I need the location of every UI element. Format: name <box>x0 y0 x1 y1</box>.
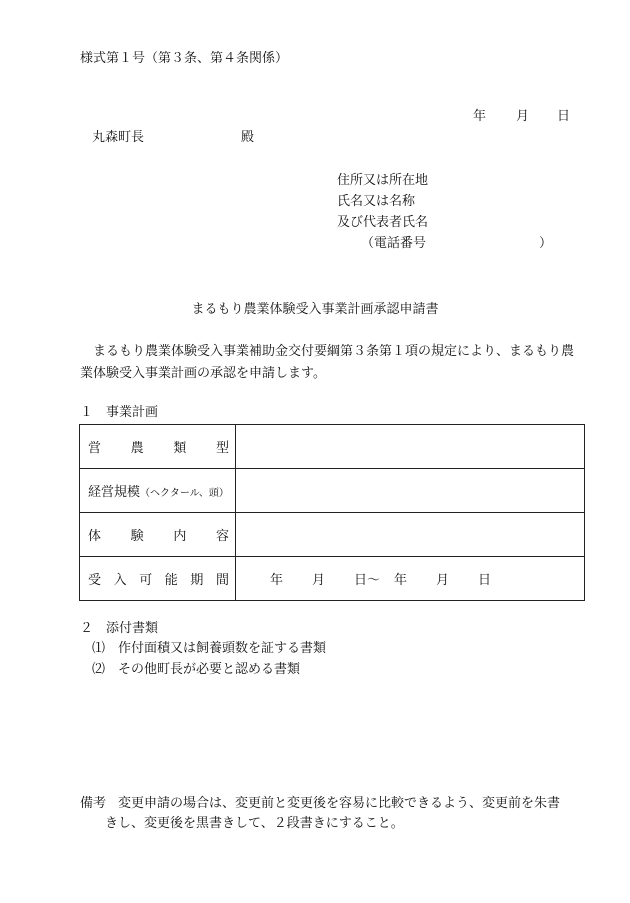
label-main: 経営規模 <box>88 485 141 500</box>
table-row <box>80 425 585 469</box>
row-label-acceptance-period <box>80 557 236 601</box>
remarks-line-2: きし、変更後を黒書きして、２段書きにすること。 <box>105 816 404 831</box>
label-char: 類 <box>173 441 187 456</box>
applicant-phone-label: （電話番号 <box>361 236 427 251</box>
business-plan-table <box>79 424 585 601</box>
date-year-label: 年 <box>473 109 487 124</box>
attachment-item: ⑵ その他町長が必要と認める書類 <box>92 662 301 677</box>
table-row <box>80 469 585 513</box>
document-title: まるもり農業体験受入事業計画承認申請書 <box>191 302 439 317</box>
date-month-label: 月 <box>516 109 530 124</box>
date-day-label: 日 <box>557 109 571 124</box>
label-char: 間 <box>215 573 229 588</box>
row-label-management-scale <box>80 469 236 513</box>
applicant-address-label: 住所又は所在地 <box>337 173 429 188</box>
label-char: 体 <box>88 529 102 544</box>
applicant-phone-close: ） <box>539 236 553 251</box>
attachment-item: ⑴ 作付面積又は飼養頭数を証する書類 <box>92 641 327 656</box>
remarks-label: 備考 <box>80 796 107 811</box>
section-2-heading: ２ 添付書類 <box>80 621 159 636</box>
management-scale-value[interactable] <box>236 469 585 513</box>
section-1-heading: １ 事業計画 <box>80 405 159 420</box>
table-row <box>80 557 585 601</box>
label-char: 期 <box>190 573 204 588</box>
form-number: 様式第１号（第３条、第４条関係） <box>80 51 289 66</box>
period-month-end: 月 <box>436 573 450 588</box>
acceptance-period-value[interactable] <box>236 557 585 601</box>
applicant-name-label: 氏名又は名称 <box>337 194 416 209</box>
label-char: 能 <box>164 573 178 588</box>
label-char: 可 <box>139 573 153 588</box>
remarks-line-1: 変更申請の場合は、変更前と変更後を容易に比較できるよう、変更前を朱書 <box>118 796 561 811</box>
label-char: 容 <box>215 529 229 544</box>
period-day-end: 日 <box>478 573 492 588</box>
label-char: 受 <box>88 573 102 588</box>
label-char: 営 <box>88 441 102 456</box>
period-year-end: 年 <box>394 573 408 588</box>
label-paren: （ヘクタール、頭） <box>140 488 229 499</box>
label-char: 型 <box>215 441 229 456</box>
label-char: 験 <box>130 529 144 544</box>
experience-content-value[interactable] <box>236 513 585 557</box>
label-char: 農 <box>130 441 144 456</box>
addressee-name: 丸森町長 <box>92 130 145 145</box>
label-char: 内 <box>173 529 187 544</box>
row-label-experience-content <box>80 513 236 557</box>
body-text: まるもり農業体験受入事業補助金交付要綱第３条第１項の規定により、まるもり農業体験受入事業計画の承認を申請します。 <box>80 344 575 381</box>
addressee-honorific: 殿 <box>241 130 255 145</box>
period-month-start: 月 <box>312 573 326 588</box>
farming-type-value[interactable] <box>236 425 585 469</box>
period-year-start: 年 <box>270 573 284 588</box>
row-label-farming-type <box>80 425 236 469</box>
label-char: 入 <box>113 573 127 588</box>
period-day-start: 日〜 <box>354 573 381 588</box>
table-row <box>80 513 585 557</box>
applicant-representative-label: 及び代表者氏名 <box>337 215 429 230</box>
